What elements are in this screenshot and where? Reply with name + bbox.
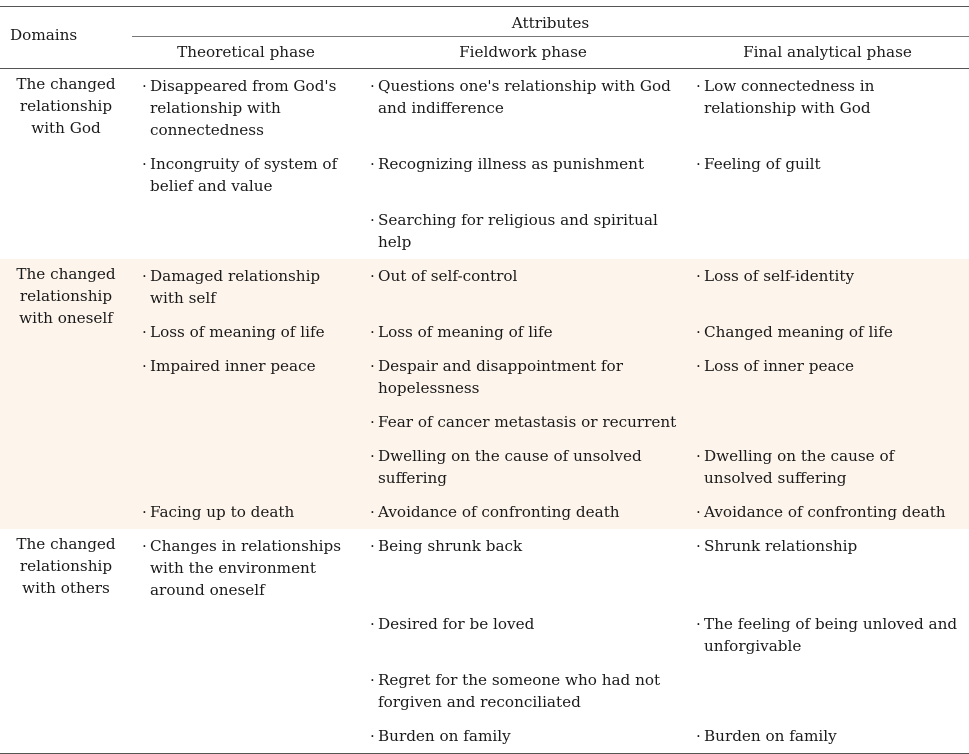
- attribute-text: Burden on family: [378, 727, 511, 745]
- bullet-icon: ·: [370, 413, 375, 431]
- attribute-text: Damaged relationship with self: [150, 267, 321, 307]
- attribute-text: Regret for the someone who had not forgiven and reconciliated: [378, 671, 661, 711]
- attribute-item: [140, 321, 352, 343]
- attribute-item: [368, 535, 678, 557]
- attribute-text: Searching for religious and spiritual help: [378, 211, 658, 251]
- final-analytical-cell: [686, 719, 969, 754]
- attributes-table: [0, 6, 969, 754]
- attribute-text: Loss of meaning of life: [150, 323, 325, 341]
- theoretical-cell: [132, 495, 360, 529]
- attribute-text: Out of self-control: [378, 267, 518, 285]
- theoretical-cell: [132, 439, 360, 495]
- final-analytical-cell: [686, 203, 969, 259]
- bullet-icon: ·: [370, 357, 375, 375]
- attribute-item: [694, 535, 961, 557]
- attribute-text: Despair and disappointment for hopelessness: [378, 357, 623, 397]
- bullet-icon: ·: [142, 537, 147, 555]
- bullet-icon: ·: [370, 537, 375, 555]
- fieldwork-cell: [360, 349, 686, 405]
- domain-cell: The changed relationship with others: [0, 529, 132, 754]
- table-row: [0, 439, 969, 495]
- bullet-icon: ·: [142, 357, 147, 375]
- bullet-icon: ·: [696, 537, 701, 555]
- theoretical-cell: [132, 663, 360, 719]
- final-analytical-cell: [686, 439, 969, 495]
- fieldwork-cell: [360, 203, 686, 259]
- table-row: [0, 529, 969, 607]
- header-domains: Domains: [0, 7, 132, 69]
- attribute-text: Shrunk relationship: [704, 537, 858, 555]
- final-analytical-cell: [686, 259, 969, 315]
- attribute-item: [694, 153, 961, 175]
- attribute-text: Disappeared from God's relationship with connectedness: [150, 77, 337, 139]
- domain-cell: The changed relationship with God: [16, 75, 116, 137]
- attribute-text: Changed meaning of life: [704, 323, 893, 341]
- final-analytical-cell: [686, 349, 969, 405]
- attribute-text: Desired for be loved: [378, 615, 535, 633]
- fieldwork-cell: [360, 69, 686, 148]
- table-header: [0, 7, 969, 69]
- attribute-text: Being shrunk back: [378, 537, 523, 555]
- fieldwork-cell: [360, 439, 686, 495]
- theoretical-cell: [132, 147, 360, 203]
- attribute-item: [694, 725, 961, 747]
- bullet-icon: ·: [370, 671, 375, 689]
- attribute-item: [368, 725, 678, 747]
- fieldwork-cell: [360, 315, 686, 349]
- fieldwork-cell: [360, 147, 686, 203]
- theoretical-cell: [132, 259, 360, 315]
- bullet-icon: ·: [370, 727, 375, 745]
- attribute-item: [140, 265, 352, 309]
- bullet-icon: ·: [142, 155, 147, 173]
- attribute-item: [368, 445, 678, 489]
- fieldwork-cell: [360, 405, 686, 439]
- bullet-icon: ·: [370, 211, 375, 229]
- theoretical-cell: [132, 69, 360, 148]
- final-analytical-cell: [686, 663, 969, 719]
- fieldwork-cell: [360, 529, 686, 607]
- header-fieldwork-phase: Fieldwork phase: [360, 37, 686, 69]
- table-row: [0, 719, 969, 754]
- bullet-icon: ·: [696, 77, 701, 95]
- attribute-item: [694, 75, 961, 119]
- table-row: [0, 607, 969, 663]
- attribute-item: [368, 153, 678, 175]
- theoretical-cell: [132, 529, 360, 607]
- bullet-icon: ·: [370, 503, 375, 521]
- fieldwork-cell: [360, 495, 686, 529]
- table-row: [0, 315, 969, 349]
- attribute-item: [368, 613, 678, 635]
- theoretical-cell: [132, 719, 360, 754]
- table-row: [0, 259, 969, 315]
- final-analytical-cell: [686, 315, 969, 349]
- final-analytical-cell: [686, 405, 969, 439]
- final-analytical-cell: [686, 69, 969, 148]
- table-row: [0, 349, 969, 405]
- bullet-icon: ·: [696, 615, 701, 633]
- attribute-text: Changes in relationships with the environment around oneself: [150, 537, 342, 599]
- attribute-item: [140, 153, 352, 197]
- attribute-item: [368, 501, 678, 523]
- attribute-text: Avoidance of confronting death: [704, 503, 946, 521]
- attribute-item: [140, 501, 352, 523]
- attribute-item: [140, 355, 352, 377]
- theoretical-cell: [132, 405, 360, 439]
- attribute-item: [368, 321, 678, 343]
- attribute-item: [368, 265, 678, 287]
- attribute-item: [694, 355, 961, 377]
- attribute-text: Loss of meaning of life: [378, 323, 553, 341]
- attribute-item: [694, 265, 961, 287]
- fieldwork-cell: [360, 719, 686, 754]
- table-row: [0, 405, 969, 439]
- attribute-text: Dwelling on the cause of unsolved suffering: [704, 447, 895, 487]
- attribute-text: Loss of inner peace: [704, 357, 854, 375]
- attribute-item: [694, 613, 961, 657]
- bullet-icon: ·: [696, 357, 701, 375]
- table-body: [0, 69, 969, 754]
- attribute-text: Low connectedness in relationship with God: [704, 77, 875, 117]
- bullet-icon: ·: [142, 323, 147, 341]
- bullet-icon: ·: [696, 155, 701, 173]
- domain-cell: The changed relationship with oneself: [0, 259, 132, 529]
- table-row: [0, 69, 969, 148]
- theoretical-cell: [132, 203, 360, 259]
- header-attributes: Attributes: [132, 7, 969, 37]
- bullet-icon: ·: [142, 267, 147, 285]
- table-row: [0, 495, 969, 529]
- attribute-text: The feeling of being unloved and unforgivable: [704, 615, 958, 655]
- fieldwork-cell: [360, 663, 686, 719]
- table-row: [0, 147, 969, 203]
- bullet-icon: ·: [370, 447, 375, 465]
- theoretical-cell: [132, 315, 360, 349]
- bullet-icon: ·: [142, 77, 147, 95]
- attribute-item: [140, 535, 352, 601]
- attribute-item: [368, 355, 678, 399]
- bullet-icon: ·: [370, 323, 375, 341]
- bullet-icon: ·: [370, 77, 375, 95]
- attribute-text: Facing up to death: [150, 503, 295, 521]
- attribute-text: Impaired inner peace: [150, 357, 316, 375]
- bullet-icon: ·: [696, 267, 701, 285]
- attribute-text: Dwelling on the cause of unsolved suffering: [378, 447, 642, 487]
- theoretical-cell: [132, 349, 360, 405]
- final-analytical-cell: [686, 147, 969, 203]
- header-final-analytical-phase: Final analytical phase: [686, 37, 969, 69]
- bullet-icon: ·: [370, 155, 375, 173]
- bullet-icon: ·: [696, 323, 701, 341]
- attribute-text: Incongruity of system of belief and value: [150, 155, 338, 195]
- attribute-text: Loss of self-identity: [704, 267, 855, 285]
- bullet-icon: ·: [696, 447, 701, 465]
- bullet-icon: ·: [370, 615, 375, 633]
- attribute-item: [694, 445, 961, 489]
- attribute-item: [368, 669, 678, 713]
- attribute-item: [368, 75, 678, 119]
- bullet-icon: ·: [696, 727, 701, 745]
- bullet-icon: ·: [142, 503, 147, 521]
- attribute-item: [694, 501, 961, 523]
- final-analytical-cell: [686, 607, 969, 663]
- attribute-text: Feeling of guilt: [704, 155, 821, 173]
- theoretical-cell: [132, 607, 360, 663]
- table-row: [0, 663, 969, 719]
- attribute-text: Fear of cancer metastasis or recurrent: [378, 413, 677, 431]
- fieldwork-cell: [360, 259, 686, 315]
- header-theoretical-phase: Theoretical phase: [132, 37, 360, 69]
- attribute-item: [368, 411, 678, 433]
- fieldwork-cell: [360, 607, 686, 663]
- attribute-item: [368, 209, 678, 253]
- attribute-text: Questions one's relationship with God and indifference: [378, 77, 671, 117]
- bullet-icon: ·: [370, 267, 375, 285]
- attribute-item: [140, 75, 352, 141]
- attribute-text: Avoidance of confronting death: [378, 503, 620, 521]
- attribute-item: [694, 321, 961, 343]
- final-analytical-cell: [686, 495, 969, 529]
- attribute-text: Burden on family: [704, 727, 837, 745]
- bullet-icon: ·: [696, 503, 701, 521]
- attribute-text: Recognizing illness as punishment: [378, 155, 645, 173]
- table-row: [0, 203, 969, 259]
- final-analytical-cell: [686, 529, 969, 607]
